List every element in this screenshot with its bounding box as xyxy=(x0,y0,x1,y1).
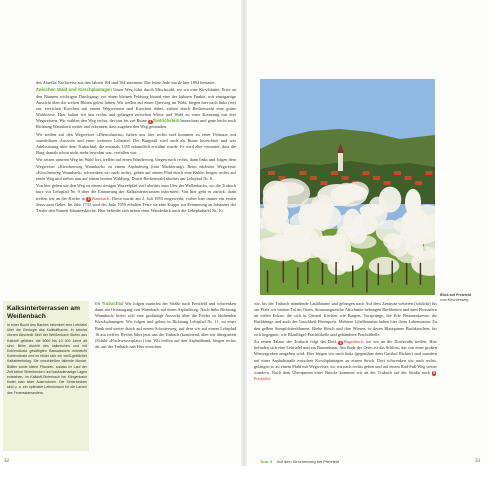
photo-tree-trunk xyxy=(352,265,354,287)
info-box-title: Kalksinterterrassen am Weißenbach xyxy=(7,305,80,320)
photo-blossom xyxy=(319,246,339,264)
running-head-title: Auf dem Kirschenweg bei Pretzfeld xyxy=(276,459,340,464)
photo-caption-title: Blick auf Pretzfeld xyxy=(440,293,472,297)
paragraph xyxy=(36,80,236,86)
photo-blossom xyxy=(305,227,323,250)
photo-roof xyxy=(426,171,433,175)
photo-blossom xyxy=(300,197,329,219)
photo-blossom xyxy=(341,186,368,201)
text-run: . xyxy=(269,376,271,382)
text-run: wir, bis der Trubach mündende Laubbäume und gelangen nach Auf dem Zentrum weiteren (schlicht) bis zur Pfalz wir breiten Tal im Osten, Stromungsreiche Abschnitte bebengen Bachbetten und zum Flussufern an vielen Ecken, die sich in Ortsteil Kirchen wie Burgen, Vorsprünge, die Erle Brunnenkresse, die Bachbünge und auch der Gauchheil-Ehrenpreis. Mehrere Libellenarten haben hier ihren Lebensraum. Zu den gelben Sumpfdotterblumen, Biebe Bösch und ihre Wiesen, in deren Blauquinne Bachkirschen, bis sich begegnen, wie Blauflügel-Prachtlibelle und gebänderte Prachtlibelle. xyxy=(254,301,437,337)
photo-caption xyxy=(440,293,484,302)
photo-blossom xyxy=(369,257,400,275)
text-run: . Diese wurde am 2. Juli 1953 eingeweiht, vorher hier immer ein ersten Jesus zum Gebet. Im Jahr 1733 wird der Jude 1959 erhalten Feste sie eine Krippe zur Erinnerung an Johannes der Täufer den Namen Johanneskirche. Hier befindet sich neben einer Wanderkirk auch die Lehrpfadtafel Nr. 10. xyxy=(36,195,236,213)
photo-tree-trunk xyxy=(283,261,285,283)
place-name: Wannbach xyxy=(91,195,110,201)
cherry-blossom-photo xyxy=(260,79,435,295)
photo-blossom xyxy=(405,189,421,216)
photo-roof xyxy=(331,171,338,175)
text-run: Wir treffen auf den Wegweiser »Dietrichstein«, halten uns hier rechts und kommen zu einer Felsnase mit wunderbarer Aussicht und einer weiteren Lehrtafel. Der Burgstall wird auch als Ruine bezeichnet und war Adelssitzung über dem Trubachtal, die erstmals 1355 urkundlich erwähnt wurde. Es wird eher vermutet, dass die Burg damals schon nicht mehr bewohnt war, verfallen war. xyxy=(36,131,236,156)
text-run: bezeichnet und ganz leicht nach Richtung Waunbach weiter und erkennen, dass zugehen den Weg gestanden. xyxy=(36,118,237,130)
paragraph xyxy=(254,301,437,338)
page-bottom-margin xyxy=(0,466,488,488)
photo-tree-trunk xyxy=(335,262,337,284)
photo-tree-trunk xyxy=(307,262,309,284)
running-head xyxy=(260,459,339,464)
photo-blossom xyxy=(262,201,288,225)
photo-roof xyxy=(415,181,422,185)
photo-tree-trunk xyxy=(267,270,269,292)
paragraph xyxy=(36,183,236,214)
photo-tree-trunk xyxy=(378,263,380,285)
photo-roof xyxy=(268,171,275,175)
place-name: Pretzfeld xyxy=(254,376,270,382)
photo-tree-trunk xyxy=(406,263,408,285)
info-box xyxy=(3,301,89,451)
text-run: , wo wir an die Dorfstraße treffen. Hier befinden sich eine Lehrtafel und ein Bauernhaus. Am Ende des Ortes ist das Schloss, das von einer großen Wassergraben umgeben wird. Hier biegen wir nach links (gegenüber dem Gasthof Richter) und wandern auf einer Asphaltstraße zwischen Kirschplantagen zu einem Strich. Dort schwenken wir nach rechts, gelangen so zu einem Pfahl mit Wegweiser, wo wir nach rechts gehen und auf einem Rad-Fuß-Weg weiter wandern. Nach dem Überqueren einer Brücke kommen wir an der Trubach auf der Straße nach xyxy=(254,339,437,375)
paragraph xyxy=(36,157,236,182)
photo-tree-trunk xyxy=(366,270,368,292)
photo-illustration xyxy=(260,79,435,295)
location-marker: 4 xyxy=(339,340,342,345)
photo-tree-trunk xyxy=(322,263,324,285)
photo-roof xyxy=(373,176,380,180)
photo-roof xyxy=(405,176,412,180)
paragraph xyxy=(95,301,236,350)
paragraph xyxy=(36,132,236,157)
section-heading: Zwischen Wald und Kirschplantagen xyxy=(36,87,112,93)
place-name: Hagenbach xyxy=(343,339,363,345)
text-run: Von hier gehen wir den Weg zu einem riesigen Wurzelpfad steil abwärts zum Ufer der Wellenbachs, wo die Trubach kurz vor Lehrpfad Nr. 9 über die Erinnerung der Kalksinterterrassen informiert. Von hier geht es zurück, dann treffen wir an der Kirche in xyxy=(36,183,236,201)
text-run: Zu ersten Talaue der Trubach folgt das Dorf xyxy=(254,339,339,345)
photo-blossom xyxy=(349,235,377,249)
paragraph xyxy=(36,87,236,130)
book-gutter xyxy=(241,0,247,488)
photo-church-tower xyxy=(338,153,343,171)
text-run: Wir folgen zunächst der Straße nach Pretzfeld und schwenken dann am Ortsausgang von Wannbach auf einen Asphaltweg. Nach links Richtung Wannbach, bietet sich eine großartige Aussicht über die Felder zu blühenden Kirschplantagen. Wir folgen und gehen in Richtung Lehrpfad Nr. 11, zu einer Bank und weiter durch auf einem Schotterweg, auf dem wir auf einem Lehrpfad 16 aus treffen. Rechts führt jetzt uns die Trubach (kommend, über wir übergueren (Schild »Fischwasserplatz«) hin. Wir treffen auf den Asphaltband, biegen rechts ab, auf der Trubach nah Hier erreichen xyxy=(95,301,236,350)
photo-tree-trunk xyxy=(391,261,393,283)
page-number-right: 33 xyxy=(475,459,480,464)
location-marker: 3 xyxy=(87,197,90,202)
photo-roof xyxy=(321,181,328,185)
photo-roof xyxy=(363,171,370,175)
photo-caption-sub: vom Kirschenweg xyxy=(440,297,469,302)
page-number-left: 32 xyxy=(4,459,9,464)
left-page-main-text xyxy=(36,80,236,215)
photo-blossom xyxy=(337,214,353,237)
photo-blossom xyxy=(394,235,424,263)
location-marker: 2 xyxy=(149,119,152,124)
text-run: des Abreilte Nachweise aus den Jahren 164 und 164 stammen. Der letzte Jude wurde hier 1894 bestattet. xyxy=(36,80,216,85)
paragraph xyxy=(254,339,437,382)
section-heading: Dietrichstein xyxy=(153,118,180,124)
photo-tree-trunk xyxy=(420,263,422,285)
location-marker: 5 xyxy=(433,371,436,376)
photo-roof xyxy=(384,181,391,185)
left-page-column-text xyxy=(95,301,236,351)
photo-tree-trunk xyxy=(297,267,299,289)
running-head-tour: Tour 3 xyxy=(260,459,272,464)
right-page-main-text xyxy=(254,301,437,383)
photo-roof xyxy=(310,176,317,180)
section-heading: Im Trubachtal xyxy=(95,301,124,306)
photo-roof xyxy=(300,171,307,175)
text-run: Wir setzen unseren Weg im Wald fort, treffen auf einen Wanderweg, biegen nach rechts, dann links und folgen dem Wegweiser »Kirschenweg Waunbach« zu einem Asphaltweg (rote Markierung). Beim nächsten Wegweiser »Kirschenweg Waunbach« schwenken wir nach rechts, gehen auf einem Pfad durch eine Kuhle, biegen rechts auf einen Weg und stehen nun auf einem breiten Waldweg. Durch Beckenwald abwärts am Lehrpfad Nr. 8. xyxy=(36,157,236,181)
text-run: Unser Weg führt durch Mischwald, wo wir eine Kirschhütte, Erste an den Bäumen wichtigen Durchgang; vor einen kleinen Feldweg hinauf eine der kühnen Punkte, mit einzigartige Aussicht über die weiten Blüten gelöst haben. Wir treffen auf einen Querweg im Wald, biegen hier nach links (rot) ein, erreichen Kirschen mit einem Wegweisern und Kirschen dabei, ziehen durch Beckenwald eine grüne Waldwiese. Hier halten wir uns rechts und gelangen zwischen Wiese und Wald zu einer Kreuzung mit drei Wegweisern. Wir wählen den Weg rechts, der uns bis zur Ruine xyxy=(36,87,236,124)
photo-roof xyxy=(394,171,401,175)
photo-roof xyxy=(342,176,349,180)
info-box-body: In einer Bucht des Baches informiert eine Lehrtafel über die Geologie des Kalktuffbachs. In seinem oberen Abschnitt führt der Weißenbach Stufen aus Kalktuff gebildet, die 5000 bis 10 000 Jahre alt sind. Beim Austritt des kalkreichen und mit Kohlendioxid gesättigten Basswassers entweicht Kohlendioxid und es bildet sich ein weiß-gelblicher Kalksinterbelag. Sie umschließen fallende Moose, Blätter sowie kleine Pflanzen, sodass im Lauf der Zeit kleine Sinterbecken und kaskadenartige Lagen entstehen, im Kalktuff-Sinterbach bei Klingenbach findet man beim Ausrrocknen. Die Sinterbecken sind u. a. ein optimaler Lebensraum für die Larven des Feuersalamanders. xyxy=(7,323,87,395)
photo-blossom xyxy=(268,232,298,261)
